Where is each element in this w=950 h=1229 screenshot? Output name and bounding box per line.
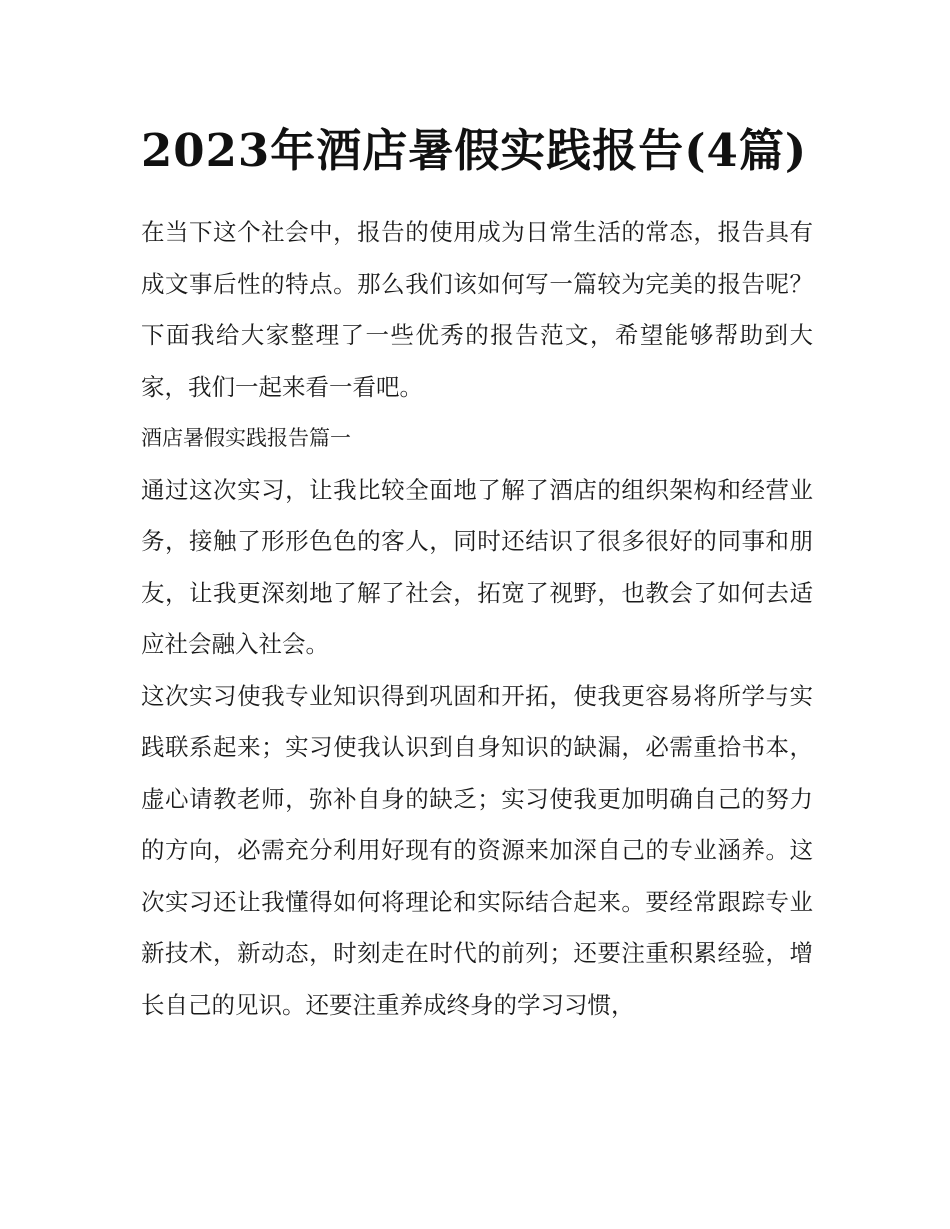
intro-paragraph: 在当下这个社会中，报告的使用成为日常生活的常态，报告具有成文事后性的特点。那么我们该如何写一篇较为完美的报告呢？下面我给大家整理了一些优秀的报告范文，希望能够帮助到大家，我们一起来看一看吧。 bbox=[141, 218, 813, 401]
document-title: 2023年酒店暑假实践报告(4篇) bbox=[141, 124, 808, 177]
section-heading: 酒店暑假实践报告篇一 bbox=[141, 426, 351, 450]
body-paragraph-1: 通过这次实习，让我比较全面地了解了酒店的组织架构和经营业务，接触了形形色色的客人，同时还结识了很多很好的同事和朋友，让我更深刻地了解了社会，拓宽了视野，也教会了如何去适应社会融入社会。 bbox=[141, 475, 813, 658]
body-paragraph-2: 这次实习使我专业知识得到巩固和开拓，使我更容易将所学与实践联系起来；实习使我认识到自身知识的缺漏，必需重拾书本，虚心请教老师，弥补自身的缺乏；实习使我更加明确自己的努力的方向，必需充分利用好现有的资源来加深自己的专业涵养。这次实习还让我懂得如何将理论和实际结合起来。要经常跟踪专业新技术，新动态，时刻走在时代的前列；还要注重积累经验，增长自己的见识。还要注重养成终身的学习习惯， bbox=[141, 681, 813, 1019]
document-body bbox=[141, 117, 813, 1031]
